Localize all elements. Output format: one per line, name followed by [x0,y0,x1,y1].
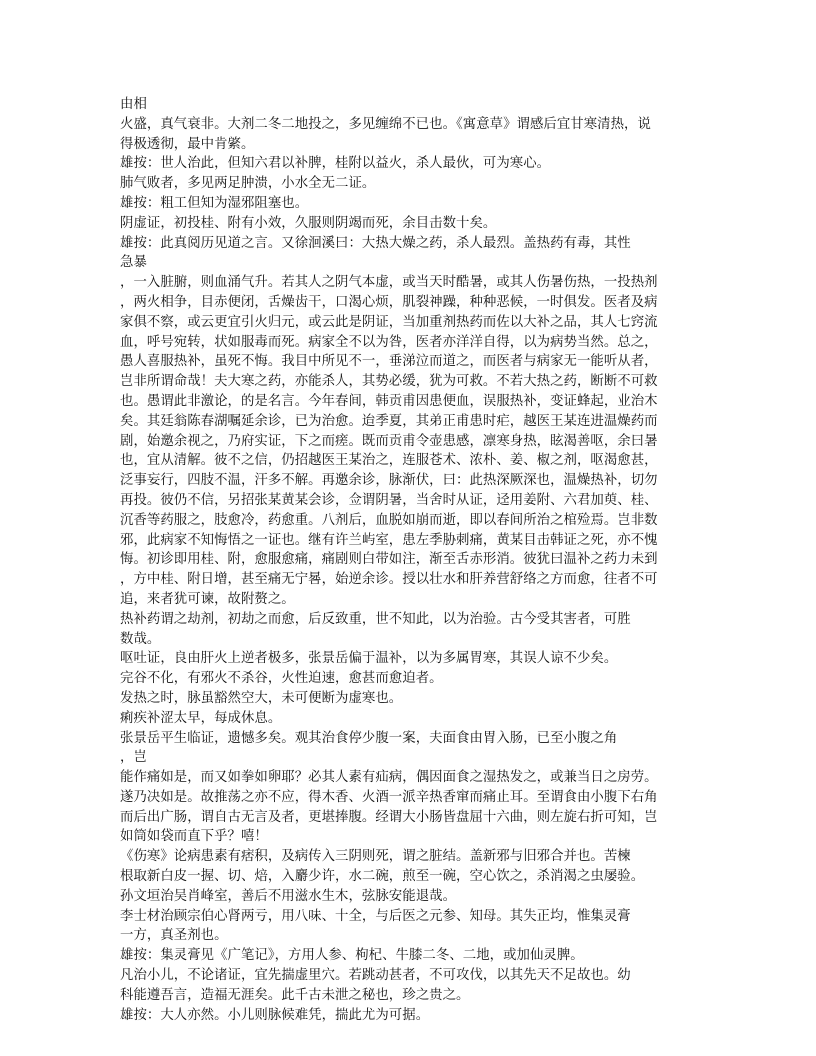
text-line: 痢疾补涩太早，每成休息。 [120,710,282,726]
text-line: 沉香等药服之，肢愈冷，药愈重。八剂后，血脱如崩而逝，即以春间所治之棺殓焉。岂非数 [120,512,658,528]
text-line: 剧，始邀余视之，乃府实证，下之而瘥。既而贡甫令壶患感，凛寒身热，眩渴善呕，余曰暑 [120,433,658,449]
document-body [120,95,696,1025]
text-line: 完谷不化，有邪火不杀谷，火性迫速，愈甚而愈迫者。 [120,671,443,687]
text-line: 李士材治顾宗伯心肾两亏，用八味、十全，与后医之元参、知母。其失正均，惟集灵膏 [120,908,631,924]
text-line: 遂乃决如是。故推荡之亦不应，得木香、火酒一派辛热香窜而痛止耳。至谓食由小腹下右角 [120,789,658,805]
text-line: 肺气败者，多见两足肿溃，小水全无二证。 [120,176,376,192]
text-line: 得极透彻，最中肯綮。 [120,136,255,152]
text-line: ，岂 [120,750,147,766]
text-line: ，方中桂、附日增，甚至痛无宁晷，始逆余诊。授以壮水和肝养营舒络之方而愈，往者不可 [120,572,658,588]
text-line: 如筒如袋而直下乎？嘻！ [120,829,268,845]
text-line: 雄按：此真阅历见道之言。又徐洄溪曰：大热大燥之药，杀人最烈。盖热药有毒，其性 [120,235,631,251]
text-line: 阴虚证，初投桂、附有小效，久服则阴竭而死，余目击数十矣。 [120,215,497,231]
text-line: 家俱不察，或云更宜引火归元，或云此是阴证，当加重剂热药而佐以大补之品，其人七窍流 [120,314,658,330]
text-line: 根取新白皮一握、切、焙，入麝少许，水二碗，煎至一碗，空心饮之，杀消渴之虫屡验。 [120,869,645,885]
text-line: 孙文垣治吴肖峰室，善后不用滋水生木，弦脉安能退哉。 [120,888,457,904]
text-line: 追，来者犹可谏，故附赘之。 [120,591,295,607]
text-line: 邪，此病家不知悔悟之一证也。继有许兰屿室，患左季胁刺痛，黄某目击韩证之死，亦不愧 [120,532,658,548]
text-line: 泛事妄行，四肢不温，汗多不解。再邀余诊，脉渐伏，曰：此热深厥深也，温燥热补，切勿 [120,473,658,489]
text-line: 由相 [120,97,147,112]
text-line: 悔。初诊即用桂、附，愈服愈痛，痛剧则白带如注，渐至舌赤形消。彼犹曰温补之药力未到 [120,552,658,568]
text-line: 能作痛如是，而又如拳如卵耶？必其人素有疝病，偶因面食之湿热发之，或兼当日之房劳。 [120,770,658,786]
text-line: 雄按：世人治此，但知六君以补脾，桂附以益火，杀人最伙，可为寒心。 [120,156,551,172]
text-line: 火盛，真气衰非。大剂二冬二地投之，多见缠绵不已也。《寓意草》谓感后宜甘寒清热，说 [120,116,651,132]
text-line: 血，呼号宛转，状如服毒而死。病家全不以为咎，医者亦洋洋自得，以为病势当然。总之， [120,334,658,350]
text-line: 而后出广肠，谓自古无言及者，更堪捧腹。经谓大小肠皆盘屈十六曲，则左旋右折可知，岂 [120,809,658,825]
text-line: 也。愚谓此非激论，的是名言。今年春间，韩贡甫因患便血，误服热补，变证蜂起，业治木 [120,393,658,409]
text-line: 雄按：集灵膏见《广笔记》，方用人参、枸杞、牛膝二冬、二地，或加仙灵脾。 [120,948,584,964]
text-line: 热补药谓之劫剂，初劫之而愈，后反致重，世不知此，以为治验。古今受其害者，可胜 [120,611,631,627]
text-line: 岂非所谓命哉！夫大寒之药，亦能杀人，其势必缓，犹为可救。不若大热之药，断断不可救 [120,374,658,390]
text-line: 雄按：大人亦然。小儿则脉候难凭，揣此尤为可据。 [120,1007,430,1023]
text-line: ，两火相争，目赤便闭，舌燥齿干，口渴心烦，肌裂神躁，种种恶候，一时俱发。医者及病 [120,294,658,310]
text-line: 科能遵吾言，造福无涯矣。此千古未泄之秘也，珍之贵之。 [120,987,470,1003]
text-line: 凡治小儿，不论诸证，宜先揣虚里穴。若跳动甚者，不可攻伐，以其先天不足故也。幼 [120,968,631,984]
text-line: 发热之时，脉虽豁然空大，未可便断为虚寒也。 [120,690,403,706]
text-line: 也，宜从清解。彼不之信，仍招越医王某治之，连服苍术、浓朴、姜、椒之剂，呕渴愈甚， [120,453,658,469]
text-line: 急暴 [120,255,147,271]
text-line: 愚人喜服热补，虽死不悔。我目中所见不一，垂涕泣而道之，而医者与病家无一能听从者， [120,354,658,370]
text-line: 雄按：粗工但知为湿邪阻塞也。 [120,195,309,211]
text-line: 《伤寒》论病患素有痞积，及病传入三阴则死，谓之脏结。盖新邪与旧邪合并也。苦楝 [120,849,631,865]
text-line: 张景岳平生临证，遗憾多矣。观其治食停少腹一案，夫面食由胃入肠，已至小腹之角 [120,730,618,746]
text-line: 再投。彼仍不信，另招张某黄某会诊，佥谓阴暑，当舍时从证，迳用姜附、六君加萸、桂、 [120,492,658,508]
text-line: 数哉。 [120,631,161,647]
text-line: 呕吐证，良由肝火上逆者极多，张景岳偏于温补，以为多属胃寒，其误人谅不少矣。 [120,651,618,667]
text-line: 矣。其廷翁陈春湖嘱延余诊，已为治愈。迨季夏，其弟正甫患时疟，越医王某连进温燥药而 [120,413,658,429]
text-line: ，一入脏腑，则血涌气升。若其人之阴气本虚，或当天时酷暑，或其人伤暑伤热，一投热剂 [120,275,658,291]
text-line: 一方，真圣剂也。 [120,928,228,944]
